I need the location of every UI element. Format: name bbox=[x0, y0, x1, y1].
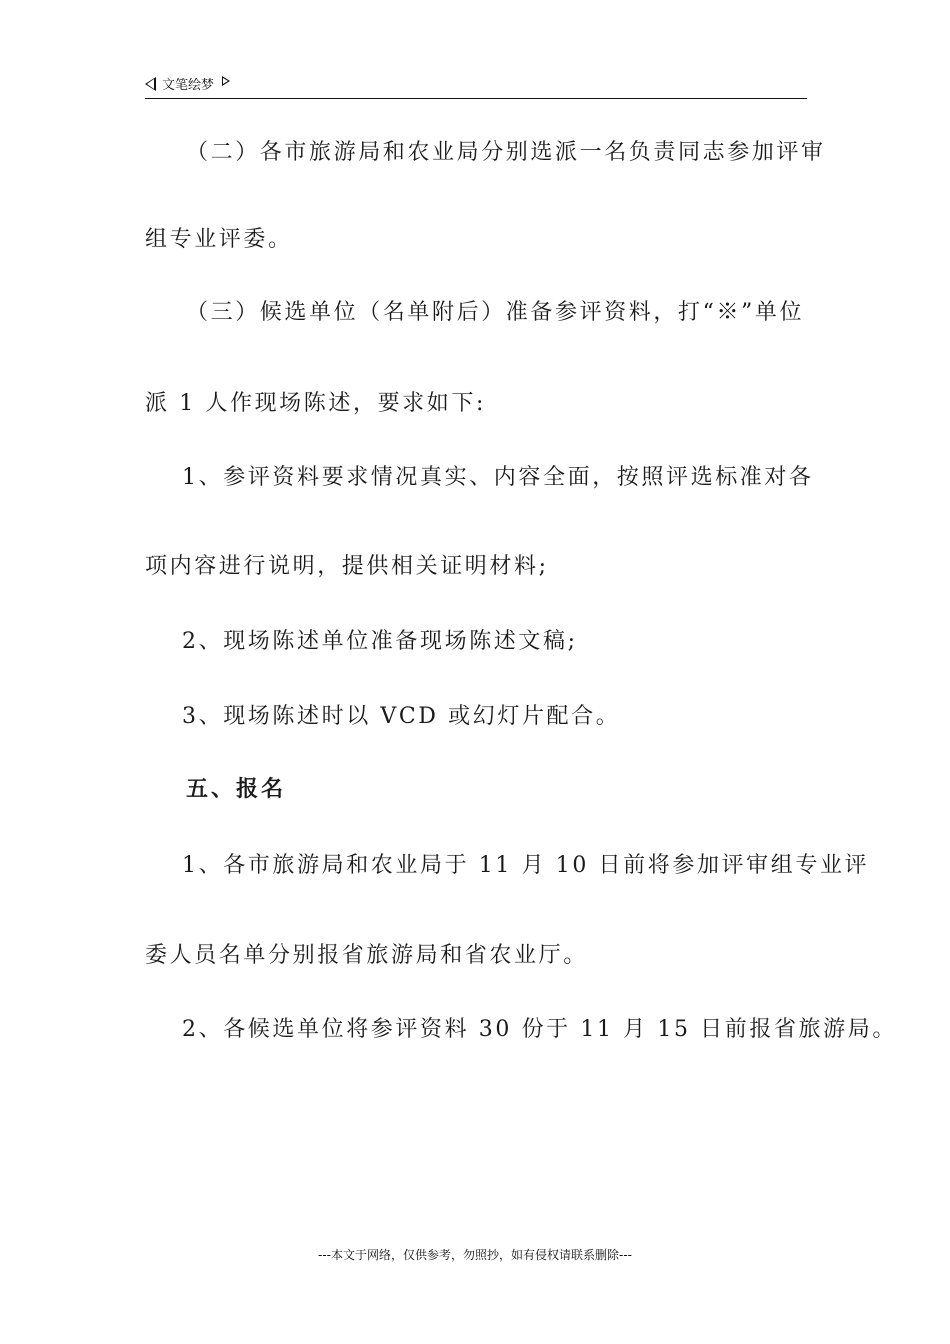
section-heading-registration: 五、报名 bbox=[186, 777, 287, 802]
item-1-line-2: 项内容进行说明，提供相关证明材料; bbox=[145, 554, 549, 579]
registration-item-2: 2、各候选单位将参评资料 30 份于 11 月 15 日前报省旅游局。 bbox=[182, 1017, 897, 1042]
paragraph-2-line-2: 组专业评委。 bbox=[145, 227, 293, 252]
paragraph-3-line-2: 派 1 人作现场陈述，要求如下: bbox=[145, 391, 486, 416]
registration-item-1-line-2: 委人员名单分别报省旅游局和省农业厅。 bbox=[145, 943, 588, 968]
page-header bbox=[145, 74, 807, 99]
page-footer-disclaimer: ---本文于网络，仅供参考，勿照抄，如有侵权请联系删除--- bbox=[318, 1248, 632, 1262]
paragraph-3-line-1: （三）候选单位（名单附后）准备参评资料，打“※”单位 bbox=[186, 300, 805, 325]
item-3: 3、现场陈述时以 VCD 或幻灯片配合。 bbox=[182, 704, 621, 729]
item-2: 2、现场陈述单位准备现场陈述文稿; bbox=[182, 629, 578, 654]
paragraph-2-line-1: （二）各市旅游局和农业局分别选派一名负责同志参加评审 bbox=[186, 140, 826, 165]
registration-item-1-line-1: 1、各市旅游局和农业局于 11 月 10 日前将参加评审组专业评 bbox=[182, 853, 870, 878]
brand-label: 文笔绘梦 bbox=[162, 78, 215, 93]
triangle-right-icon bbox=[222, 76, 230, 86]
triangle-left-icon bbox=[145, 77, 156, 91]
item-1-line-1: 1、参评资料要求情况真实、内容全面，按照评选标准对各 bbox=[182, 465, 814, 490]
header-brand bbox=[145, 74, 230, 93]
